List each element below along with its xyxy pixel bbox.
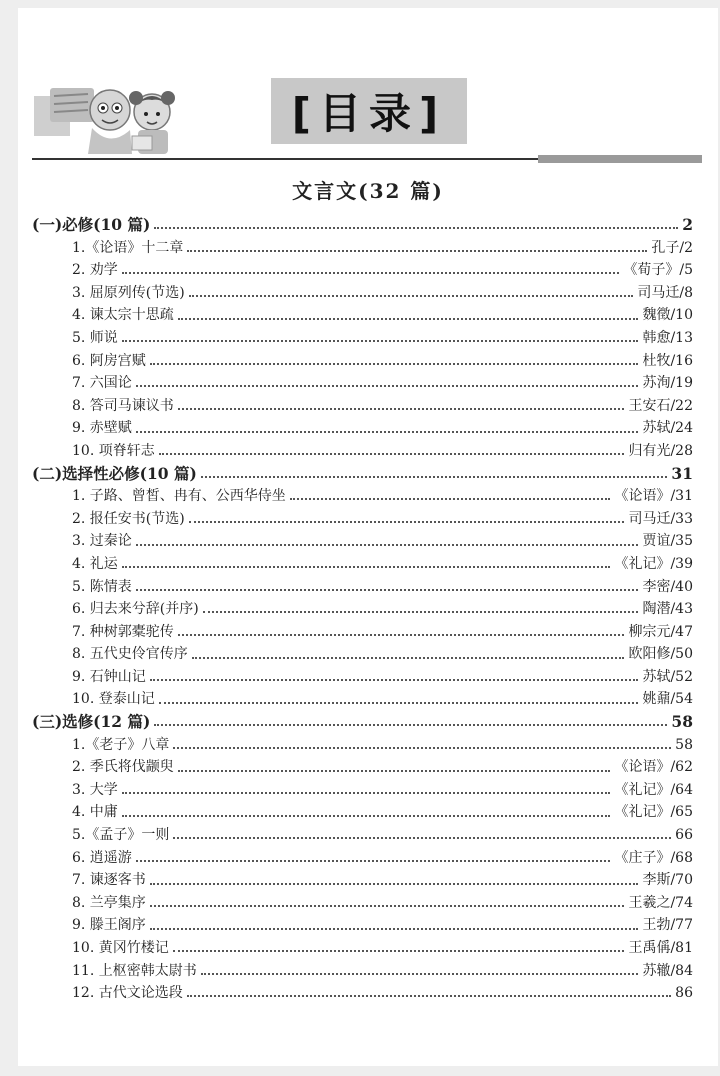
dot-leader: [203, 611, 639, 613]
dot-leader: [150, 883, 639, 885]
toc-item: [32, 892, 693, 915]
dot-leader: [122, 566, 611, 568]
dot-leader: [122, 792, 611, 794]
dot-leader: [136, 544, 639, 546]
toc-item: [32, 847, 693, 870]
toc-entry-title: 8. 兰亭集序: [72, 894, 146, 911]
dot-leader: [189, 521, 625, 523]
toc-entry-page-ref: 杜牧/16: [642, 352, 693, 369]
toc-entry-title: 3. 大学: [72, 781, 118, 798]
dot-leader: [122, 815, 611, 817]
table-of-contents: [32, 214, 693, 1005]
toc-item: [32, 553, 693, 576]
dot-leader: [178, 318, 639, 320]
toc-item: [32, 327, 693, 350]
dot-leader: [173, 747, 671, 749]
toc-entry-title: 12. 古代文论选段: [72, 985, 183, 1002]
dot-leader: [189, 295, 634, 297]
toc-entry-title: 9. 赤壁赋: [72, 420, 132, 437]
toc-entry-page-ref: 陶潜/43: [642, 601, 693, 618]
toc-item: [32, 395, 693, 418]
toc-item: [32, 417, 693, 440]
toc-entry-title: 5.《孟子》一则: [72, 827, 170, 844]
dot-leader: [173, 950, 625, 952]
toc-entry-title: 7. 种树郭橐驼传: [72, 623, 174, 640]
toc-entry-title: (一)必修(10 篇): [32, 215, 151, 234]
toc-entry-title: 11. 上枢密韩太尉书: [72, 962, 197, 979]
toc-item: [32, 779, 693, 802]
dot-leader: [187, 250, 647, 252]
toc-entry-page-ref: 欧阳修/50: [628, 646, 693, 663]
toc-entry-page-ref: 李密/40: [642, 578, 693, 595]
toc-entry-page-ref: 2: [682, 215, 693, 234]
page-header: [32, 78, 702, 168]
toc-item: [32, 372, 693, 395]
toc-entry-page-ref: 司马迁/33: [628, 510, 693, 527]
toc-entry-page-ref: 31: [671, 463, 693, 483]
toc-entry-page-ref: 《庄子》/68: [614, 849, 693, 866]
toc-entry-title: 10. 登泰山记: [72, 691, 155, 708]
toc-entry-page-ref: 韩愈/13: [642, 329, 693, 346]
toc-entry-title: (三)选修(12 篇): [32, 712, 151, 732]
toc-entry-page-ref: 苏洵/19: [642, 375, 693, 392]
toc-entry-page-ref: 王安石/22: [628, 397, 693, 414]
toc-entry-page-ref: 《礼记》/39: [614, 555, 693, 572]
header-accent-bar: [538, 155, 702, 163]
toc-entry-page-ref: 归有光/28: [628, 442, 693, 459]
toc-entry-title: 6. 归去来兮辞(并序): [72, 601, 199, 618]
toc-entry-title: 5. 师说: [72, 329, 118, 346]
toc-item: [32, 734, 693, 757]
section-title: 文言文(32 篇): [292, 179, 444, 203]
dot-leader: [178, 634, 625, 636]
toc-item: [32, 824, 693, 847]
toc-entry-title: (二)选择性必修(10 篇): [32, 463, 197, 483]
toc-entry-page-ref: 贾谊/35: [642, 533, 693, 550]
toc-entry-title: 3. 过秦论: [72, 533, 132, 550]
dot-leader: [136, 589, 639, 591]
title-banner: [271, 78, 467, 144]
dot-leader: [192, 657, 625, 659]
toc-entry-page-ref: 58: [675, 736, 693, 753]
toc-entry-page-ref: 柳宗元/47: [628, 623, 693, 640]
toc-entry-page-ref: 王羲之/74: [628, 894, 693, 911]
toc-entry-page-ref: 李斯/70: [642, 872, 693, 889]
dot-leader: [122, 272, 620, 274]
dot-leader: [150, 928, 639, 930]
toc-entry-page-ref: 苏辙/84: [642, 962, 693, 979]
toc-entry-title: 8. 答司马谏议书: [72, 397, 174, 414]
dot-leader: [150, 905, 625, 907]
cartoon-mascots-illustration: [32, 78, 182, 154]
toc-entry-page-ref: 魏徵/10: [642, 307, 693, 324]
toc-entry-title: 10. 项脊轩志: [72, 442, 155, 459]
toc-entry-title: 4. 谏太宗十思疏: [72, 307, 174, 324]
dot-leader: [201, 973, 639, 975]
toc-item: [32, 237, 693, 260]
toc-group-heading: [32, 214, 693, 237]
toc-entry-title: 5. 陈情表: [72, 578, 132, 595]
toc-entry-title: 3. 屈原列传(节选): [72, 284, 185, 301]
page-title: [目录]: [291, 89, 447, 138]
toc-entry-page-ref: 苏轼/24: [642, 420, 693, 437]
toc-item: [32, 643, 693, 666]
toc-item: [32, 621, 693, 644]
dot-leader: [173, 837, 671, 839]
toc-entry-title: 2. 劝学: [72, 262, 118, 279]
toc-entry-page-ref: 《礼记》/65: [614, 804, 693, 821]
dot-leader: [187, 995, 671, 997]
toc-item: [32, 259, 693, 282]
toc-entry-title: 8. 五代史伶官传序: [72, 646, 188, 663]
toc-item: [32, 282, 693, 305]
toc-entry-page-ref: 66: [675, 827, 693, 844]
toc-entry-title: 4. 中庸: [72, 804, 118, 821]
toc-entry-page-ref: 《论语》/62: [614, 759, 693, 776]
dot-leader: [159, 702, 639, 704]
toc-entry-page-ref: 《礼记》/64: [614, 781, 693, 798]
toc-item: [32, 666, 693, 689]
toc-group-heading: [32, 463, 693, 486]
toc-entry-page-ref: 《论语》/31: [614, 488, 693, 505]
toc-item: [32, 982, 693, 1005]
dot-leader: [154, 724, 667, 726]
toc-entry-title: 1. 子路、曾皙、冉有、公西华侍坐: [72, 488, 286, 505]
toc-item: [32, 688, 693, 711]
document-page: [18, 8, 718, 1066]
dot-leader: [150, 679, 639, 681]
dot-leader: [178, 408, 625, 410]
dot-leader: [150, 363, 639, 365]
toc-entry-title: 7. 谏逐客书: [72, 872, 146, 889]
toc-item: [32, 576, 693, 599]
toc-item: [32, 914, 693, 937]
toc-item: [32, 530, 693, 553]
toc-entry-page-ref: 《荀子》/5: [623, 262, 693, 279]
toc-entry-title: 6. 逍遥游: [72, 849, 132, 866]
toc-entry-page-ref: 司马迁/8: [637, 284, 693, 301]
toc-entry-title: 1.《老子》八章: [72, 736, 170, 753]
toc-entry-page-ref: 58: [671, 712, 693, 732]
toc-entry-title: 2. 季氏将伐颛臾: [72, 759, 174, 776]
toc-entry-title: 9. 滕王阁序: [72, 917, 146, 934]
dot-leader: [136, 860, 611, 862]
toc-item: [32, 440, 693, 463]
toc-item: [32, 937, 693, 960]
dot-leader: [159, 453, 625, 455]
dot-leader: [201, 476, 668, 478]
toc-entry-title: 2. 报任安书(节选): [72, 510, 185, 527]
toc-item: [32, 960, 693, 983]
toc-entry-page-ref: 王勃/77: [642, 917, 693, 934]
toc-group-heading: [32, 711, 693, 734]
toc-entry-page-ref: 姚鼐/54: [642, 691, 693, 708]
dot-leader: [154, 227, 678, 229]
dot-leader: [136, 431, 639, 433]
dot-leader: [178, 770, 611, 772]
toc-item: [32, 598, 693, 621]
dot-leader: [122, 340, 639, 342]
toc-entry-title: 10. 黄冈竹楼记: [72, 940, 169, 956]
toc-entry-page-ref: 孔子/2: [651, 239, 693, 256]
toc-item: [32, 485, 693, 508]
toc-entry-title: 9. 石钟山记: [72, 668, 146, 685]
toc-entry-page-ref: 王禹偁/81: [628, 940, 693, 956]
dot-leader: [290, 498, 611, 500]
toc-entry-title: 1.《论语》十二章: [72, 239, 184, 256]
toc-item: [32, 350, 693, 373]
toc-entry-title: 6. 阿房宫赋: [72, 352, 146, 369]
toc-entry-page-ref: 苏轼/52: [642, 668, 693, 685]
toc-item: [32, 801, 693, 824]
toc-entry-title: 4. 礼运: [72, 555, 118, 572]
toc-entry-title: 7. 六国论: [72, 375, 132, 392]
toc-entry-page-ref: 86: [675, 985, 693, 1002]
toc-item: [32, 304, 693, 327]
toc-item: [32, 508, 693, 531]
dot-leader: [136, 385, 639, 387]
toc-item: [32, 869, 693, 892]
toc-item: [32, 756, 693, 779]
